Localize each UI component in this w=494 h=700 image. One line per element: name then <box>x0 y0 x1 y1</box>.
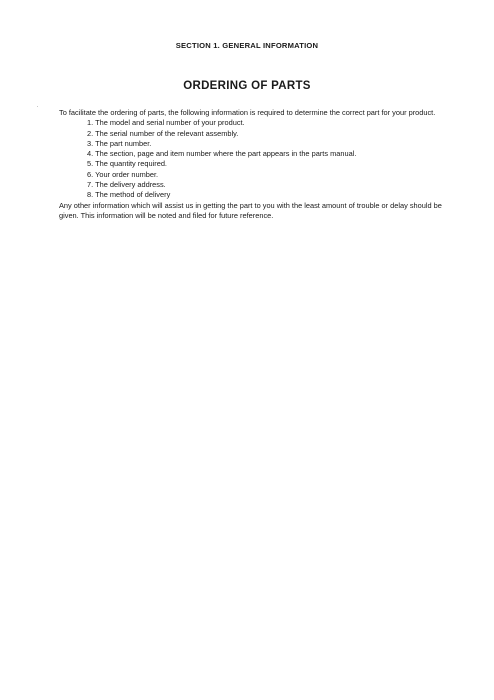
list-item: 6. Your order number. <box>87 169 159 179</box>
list-item: 7. The delivery address. <box>87 180 166 190</box>
list-item: 5. The quantity required. <box>87 159 167 169</box>
document-body <box>59 108 459 221</box>
list-item: 3. The part number. <box>87 138 152 148</box>
requirements-list <box>59 118 459 200</box>
intro-paragraph: To facilitate the ordering of parts, the following information is required to determine the correct part for your product. <box>59 108 436 117</box>
list-item: 4. The section, page and item number where the part appears in the parts manual. <box>87 149 357 159</box>
list-item: 2. The serial number of the relevant assembly. <box>87 128 239 138</box>
section-header: SECTION 1. GENERAL INFORMATION <box>175 41 319 50</box>
page-title: ORDERING OF PARTS <box>183 80 311 92</box>
list-item: 1. The model and serial number of your product. <box>87 118 245 128</box>
margin-mark <box>37 106 38 107</box>
list-item: 8. The method of delivery <box>87 190 171 200</box>
closing-paragraph: Any other information which will assist us in getting the part to you with the least amount of trouble or delay should be given. This information will be noted and filed for future reference. <box>59 200 442 220</box>
